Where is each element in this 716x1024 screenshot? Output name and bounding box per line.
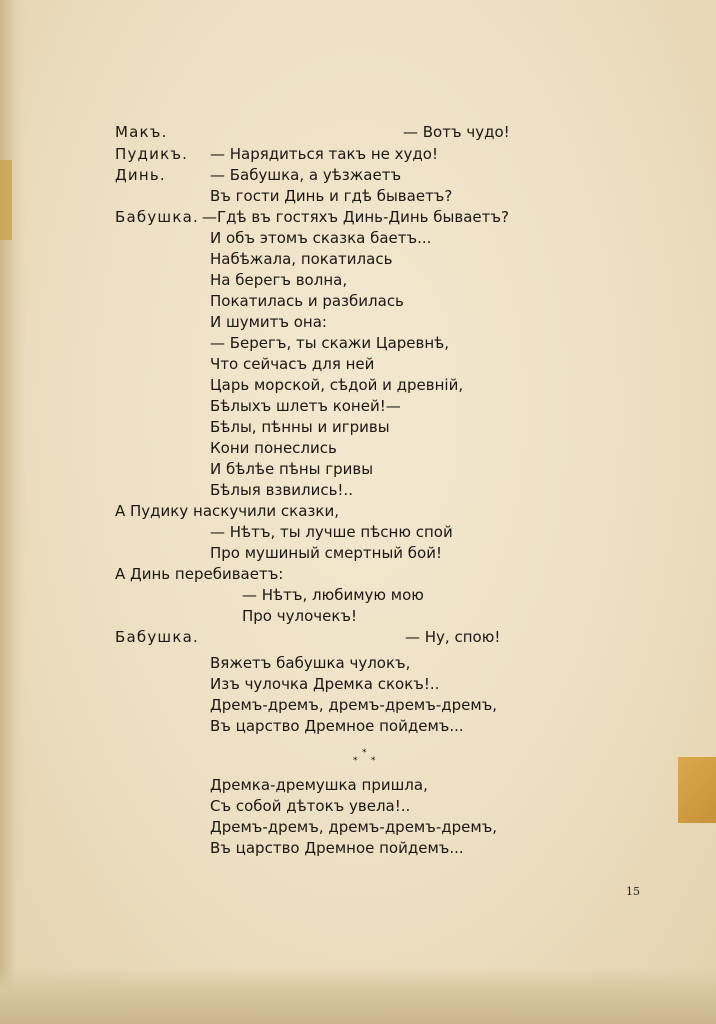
verse-line: — Берегъ, ты скажи Царевнѣ,: [210, 334, 450, 352]
verse-line: Набѣжала, покатилась: [210, 250, 393, 268]
verse-line: Кони понеслись: [210, 439, 337, 457]
speaker-babushka: Бабушка.: [115, 208, 199, 226]
verse-line: — Бабушка, а уѣзжаетъ: [210, 166, 402, 184]
verse-line: Про мушиный смертный бой!: [210, 544, 442, 562]
verse-line: Бѣлыхъ шлетъ коней!—: [210, 397, 401, 415]
verse-line: — Нѣтъ, ты лучше пѣсню спой: [210, 523, 453, 541]
verse-line: — Вотъ чудо!: [403, 123, 510, 141]
tape-patch: [678, 757, 716, 823]
verse-line: — Ну, спою!: [405, 628, 501, 646]
speaker-pudik: Пудикъ.: [115, 145, 189, 163]
song-line: Въ царство Дремное пойдемъ...: [210, 839, 464, 857]
verse-line: И шумитъ она:: [210, 313, 327, 331]
song-line: Изъ чулочка Дремка скокъ!..: [210, 675, 440, 693]
verse-line: Царь морской, сѣдой и древній,: [210, 376, 464, 394]
verse-line: Бѣлыя взвились!..: [210, 481, 353, 499]
verse-line: Покатилась и разбилась: [210, 292, 404, 310]
torn-bottom-edge: [0, 968, 716, 1024]
speaker-mak: Макъ.: [115, 123, 168, 141]
song-line: Дремъ-дремъ, дремъ-дремъ-дремъ,: [210, 696, 498, 714]
verse-line: Въ гости Динь и гдѣ бываетъ?: [210, 187, 453, 205]
page-number: 15: [626, 885, 640, 898]
verse-line: Что сейчасъ для ней: [210, 355, 375, 373]
song-line: Съ собой дѣтокъ увела!..: [210, 797, 411, 815]
song-line: Вяжетъ бабушка чулокъ,: [210, 654, 411, 672]
verse-line: И бѣлѣе пѣны гривы: [210, 460, 374, 478]
asterism-separator: * * *: [353, 748, 376, 766]
verse-line: И объ этомъ сказка баетъ...: [210, 229, 432, 247]
narration-line: А Пудику наскучили сказки,: [115, 502, 339, 520]
left-edge-stain: [0, 160, 12, 240]
verse-line: —Гдѣ въ гостяхъ Динь-Динь бываетъ?: [202, 208, 509, 226]
verse-line: Про чулочекъ!: [242, 607, 358, 625]
verse-line: На берегъ волна,: [210, 271, 348, 289]
song-line: Въ царство Дремное пойдемъ...: [210, 717, 464, 735]
song-line: Дремка-дремушка пришла,: [210, 776, 428, 794]
speaker-babushka: Бабушка.: [115, 628, 199, 646]
verse-line: Бѣлы, пѣнны и игривы: [210, 418, 390, 436]
song-line: Дремъ-дремъ, дремъ-дремъ-дремъ,: [210, 818, 498, 836]
verse-line: — Нарядиться такъ не худо!: [210, 145, 438, 163]
speaker-din: Динь.: [115, 166, 166, 184]
narration-line: А Динь перебиваетъ:: [115, 565, 284, 583]
verse-line: — Нѣтъ, любимую мою: [242, 586, 424, 604]
